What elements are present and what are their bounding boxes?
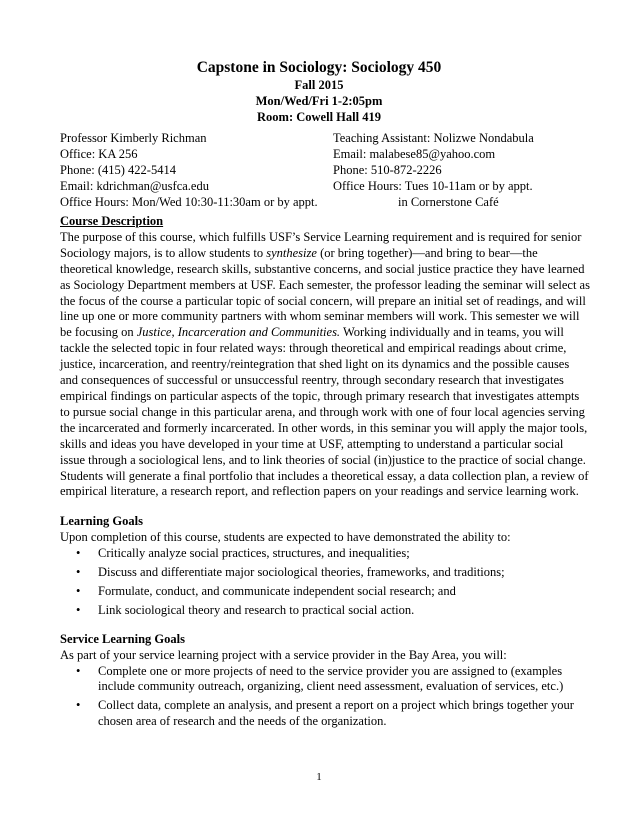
ta-name: Teaching Assistant: Nolizwe Nondabula	[333, 131, 534, 145]
description-part-1: The purpose of this course, which fulfills USF’s Service Learning requirement and is required for senior Sociology majors, is to allow students to	[60, 229, 582, 260]
ta-info	[333, 131, 534, 211]
professor-office: Office: KA 256	[60, 146, 138, 161]
professor-phone: Phone: (415) 422-5414	[60, 162, 176, 177]
list-item: • Discuss and differentiate major sociological theories, frameworks, and traditions;	[76, 565, 505, 580]
course-schedule: Mon/Wed/Fri 1-2:05pm	[255, 94, 383, 108]
professor-name: Professor Kimberly Richman	[60, 131, 207, 145]
bullet-icon: •	[76, 583, 81, 598]
bullet-icon: •	[76, 698, 81, 713]
course-description-heading: Course Description	[60, 214, 164, 228]
ta-location: in Cornerstone Café	[398, 194, 499, 209]
bullet-icon: •	[76, 602, 81, 617]
professor-hours: Office Hours: Mon/Wed 10:30-11:30am or by appt.	[60, 194, 318, 209]
bullet-icon: •	[76, 565, 81, 580]
list-item: • Complete one or more projects of need to the service provider you are assigned to (examples include community outreach, organizing, client need assessment, evaluation of services, etc.)	[76, 663, 564, 694]
list-item: • Critically analyze social practices, structures, and inequalities;	[76, 546, 410, 561]
bullet-icon: •	[76, 663, 81, 678]
description-part-2: (or bring together)—and bring to bear—the theoretical knowledge, research skills, substantive concerns, and social justice practice they have learned as Sociology Department members at USF. Each semester, the professor leading the seminar will select as the focus of the course a particular topic of social concern, will prepare an initial set of readings, and will line up one or more community partners with whom seminar members will work. This semester we will be focusing on	[60, 245, 590, 340]
ta-hours: Office Hours: Tues 10-11am or by appt.	[333, 178, 533, 193]
learning-goals-heading: Learning Goals	[60, 514, 143, 529]
service-learning-goals-heading: Service Learning Goals	[60, 631, 185, 646]
course-description-text	[60, 230, 590, 500]
learning-goals-list	[60, 546, 590, 619]
course-title: Capstone in Sociology: Sociology 450	[196, 59, 442, 76]
syllabus-header	[0, 58, 638, 125]
description-topic: Justice, Incarceration and Communities.	[136, 325, 341, 340]
list-item: • Link sociological theory and research to practical social action.	[76, 602, 415, 617]
list-item: • Formulate, conduct, and communicate independent social research; and	[76, 583, 456, 598]
course-room: Room: Cowell Hall 419	[257, 110, 381, 124]
professor-email: Email: kdrichman@usfca.edu	[60, 178, 209, 193]
description-part-3: Working individually and in teams, you will tackle the selected topic in four related ways: through theoretical and empirical readings about crime, justice, incarceration, and reentry/reintegration that shed light on its dynamics and the possible causes and consequences of successful or unsuccessful reentry, through secondary research that investigates empirical findings on particular aspects of the topic, through primary research that investigates attempts to pursue social change in this particular arena, and through work with one of four local agencies serving the incarcerated and formerly incarcerated. In other words, in this seminar you will apply the major tools, skills and ideas you have developed in your time at USF, attempting to understand a particular social issue through a sociological lens, and to link theories of social (in)justice to the practice of social change. Students will generate a final portfolio that includes a theoretical essay, a data collection plan, a review of empirical literature, a research report, and reflection papers on your readings and service learning work.	[60, 325, 589, 499]
service-learning-goals-list	[60, 664, 590, 731]
course-term: Fall 2015	[294, 78, 344, 92]
bullet-icon: •	[76, 546, 81, 561]
service-learning-goals-intro: As part of your service learning project with a service provider in the Bay Area, you will:	[60, 647, 507, 662]
description-emphasis-synthesize: synthesize	[266, 245, 317, 260]
ta-email: Email: malabese85@yahoo.com	[333, 146, 496, 161]
page-number: 1	[316, 771, 322, 783]
ta-phone: Phone: 510-872-2226	[333, 162, 442, 177]
list-item: • Collect data, complete an analysis, and present a report on a project which brings together your chosen area of research and the needs of the organization.	[76, 698, 574, 729]
learning-goals-intro: Upon completion of this course, students are expected to have demonstrated the ability to:	[60, 530, 511, 545]
syllabus-body	[60, 214, 590, 733]
professor-info	[60, 131, 318, 211]
